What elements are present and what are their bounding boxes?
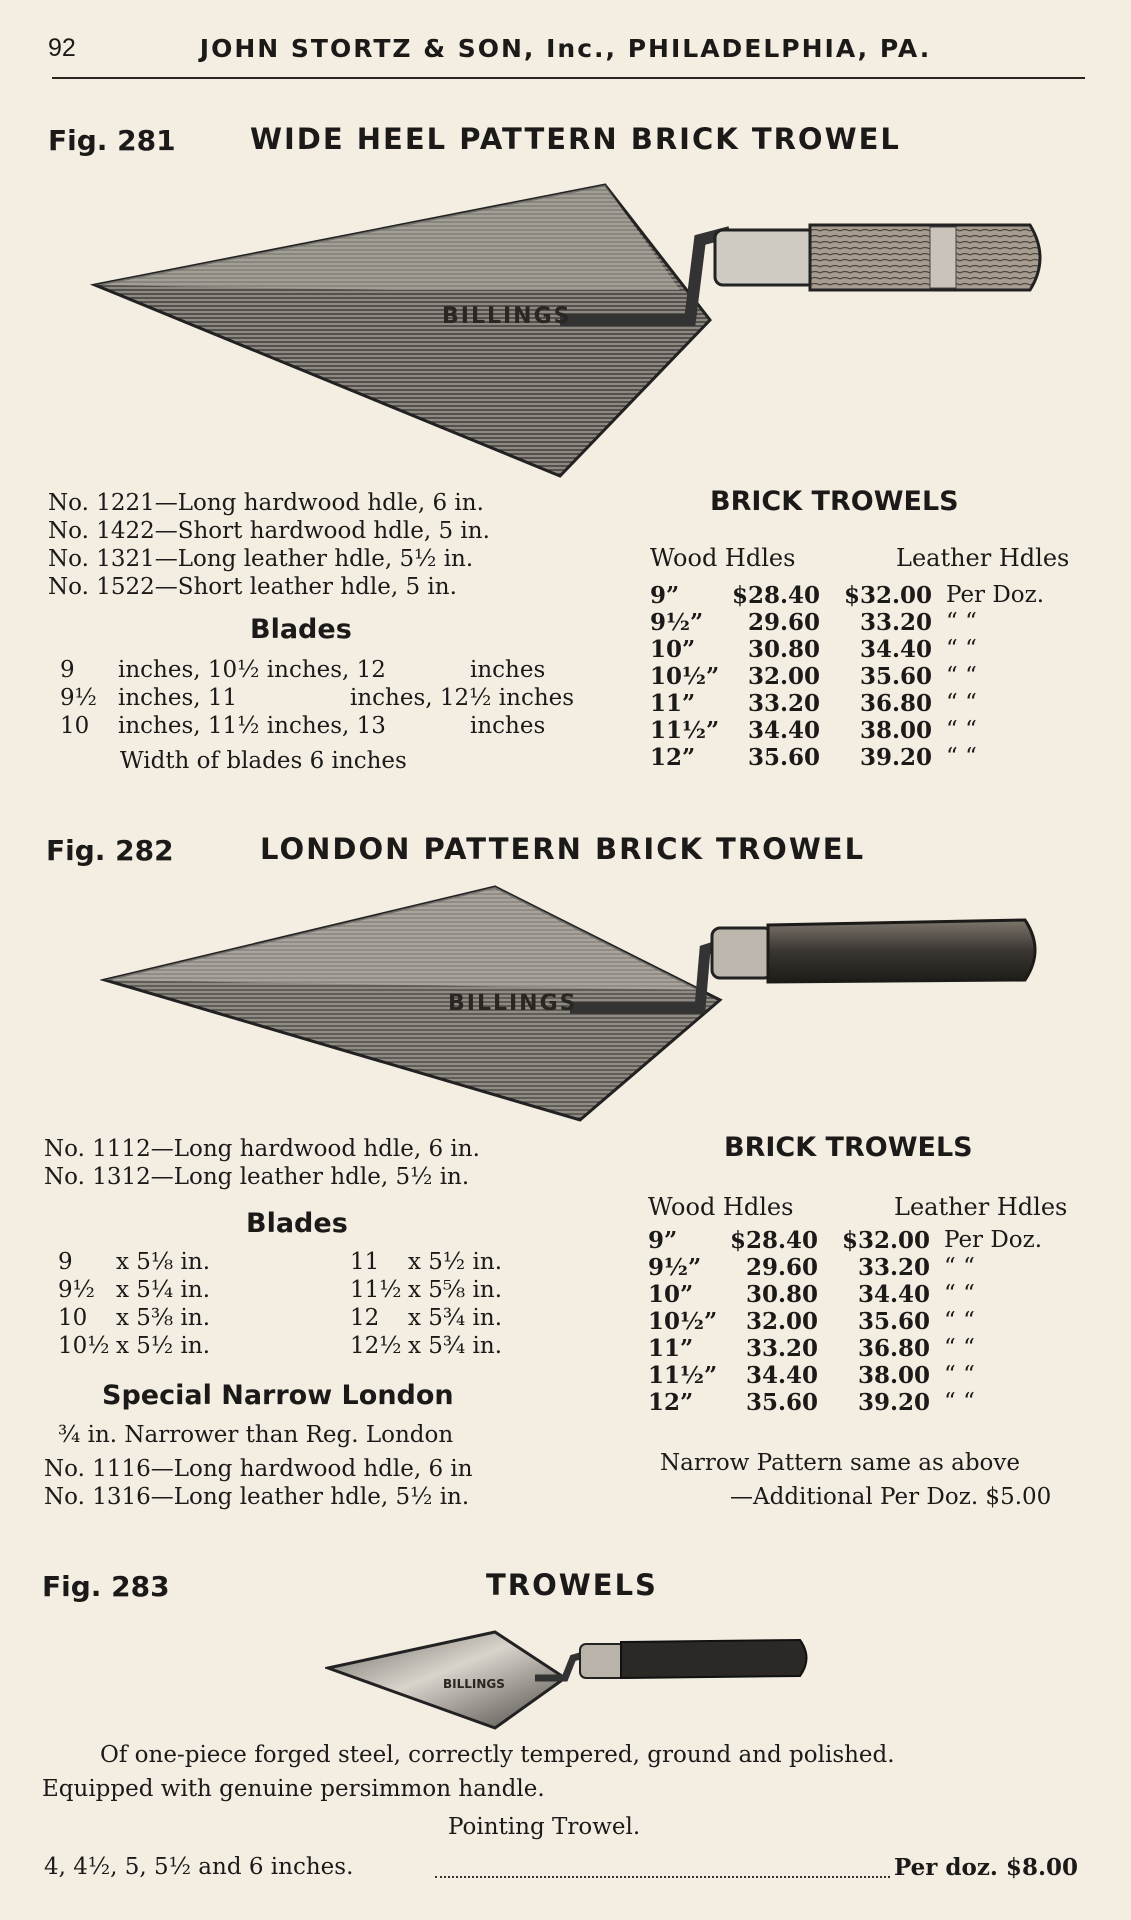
- wood-price: 30.80: [745, 1281, 818, 1308]
- wood-price: 33.20: [745, 1335, 818, 1362]
- unit-cell: “ “: [946, 744, 977, 770]
- size-cell: 10”: [650, 636, 696, 663]
- leather-price: 38.00: [857, 1362, 930, 1389]
- price-row: [650, 717, 1044, 744]
- fig-282-title: LONDON PATTERN BRICK TROWEL: [260, 832, 866, 866]
- size-cell: 9½”: [650, 609, 704, 636]
- leather-price: 36.80: [857, 1335, 930, 1362]
- wood-column-header: Wood Hdles: [648, 1193, 794, 1221]
- wide-heel-trowel-illustration: [90, 180, 1060, 480]
- size-cell: 10”: [648, 1281, 694, 1308]
- blade-size: x 5⅝ in.: [408, 1277, 502, 1303]
- blade-size: 12½: [350, 1333, 402, 1359]
- special-narrow-heading: Special Narrow London: [102, 1380, 454, 1411]
- blade-size: inches, 10½ inches, 12: [118, 657, 386, 683]
- price-row: [648, 1389, 1042, 1416]
- blade-row: [60, 656, 580, 684]
- page-number: 92: [48, 34, 76, 62]
- unit-cell: “ “: [944, 1308, 975, 1334]
- blade-row: [58, 1304, 578, 1332]
- size-cell: 11½”: [650, 717, 720, 744]
- model-line: No. 1112—Long hardwood hdle, 6 in.: [44, 1136, 480, 1162]
- unit-cell: Per Doz.: [944, 1227, 1043, 1253]
- blade-size: x 5¾ in.: [408, 1333, 502, 1359]
- unit-cell: “ “: [944, 1389, 975, 1415]
- size-cell: 11”: [648, 1335, 694, 1362]
- blade-size: 9½: [60, 685, 97, 711]
- leather-column-header: Leather Hdles: [894, 1193, 1068, 1221]
- unit-cell: “ “: [946, 609, 977, 635]
- model-line: No. 1522—Short leather hdle, 5 in.: [48, 574, 457, 600]
- blade-size: inches, 12½ inches: [350, 685, 575, 711]
- london-trowel-illustration: [100, 880, 1050, 1125]
- blade-size: inches, 11: [118, 685, 238, 711]
- blade-size: x 5¼ in.: [116, 1277, 210, 1303]
- price-row: [650, 744, 1044, 771]
- blade-size: 11½: [350, 1277, 402, 1303]
- price-row: [648, 1227, 1042, 1254]
- price-row: [648, 1281, 1042, 1308]
- special-line: ¾ in. Narrower than Reg. London: [58, 1422, 454, 1448]
- wood-price: 30.80: [747, 636, 820, 663]
- price-table: [648, 1227, 1042, 1416]
- narrow-note-price: —Additional Per Doz. $5.00: [730, 1484, 1052, 1510]
- blade-size: x 5¾ in.: [408, 1305, 502, 1331]
- unit-cell: “ “: [944, 1362, 975, 1388]
- dot-leader: [435, 1876, 890, 1878]
- size-cell: 9”: [648, 1227, 678, 1254]
- size-cell: 9½”: [648, 1254, 702, 1281]
- leather-price: 33.20: [859, 609, 932, 636]
- wood-price: 29.60: [747, 609, 820, 636]
- blade-row: [58, 1276, 578, 1304]
- wood-column-header: Wood Hdles: [650, 544, 796, 572]
- price-row: [650, 690, 1044, 717]
- brand-mark: BILLINGS: [442, 304, 572, 329]
- model-line: No. 1312—Long leather hdle, 5½ in.: [44, 1164, 470, 1190]
- blade-size: 9: [58, 1249, 73, 1275]
- leather-price: 39.20: [859, 744, 932, 771]
- size-cell: 11”: [650, 690, 696, 717]
- wood-price: 32.00: [745, 1308, 818, 1335]
- size-cell: 12”: [648, 1389, 694, 1416]
- fig-283-title: TROWELS: [486, 1568, 658, 1602]
- price-row: [648, 1362, 1042, 1389]
- brand-mark: BILLINGS: [448, 991, 578, 1016]
- size-cell: 12”: [650, 744, 696, 771]
- leather-price: 35.60: [857, 1308, 930, 1335]
- blade-size: x 5½ in.: [116, 1333, 210, 1359]
- blade-sizes: [58, 1248, 578, 1360]
- fig-283-label: Fig. 283: [42, 1570, 170, 1603]
- wood-price: $28.40: [729, 1227, 818, 1254]
- size-cell: 9”: [650, 582, 680, 609]
- blade-row: [58, 1248, 578, 1276]
- leather-price: 39.20: [857, 1389, 930, 1416]
- price-table: [650, 582, 1044, 771]
- unit-cell: “ “: [944, 1281, 975, 1307]
- blade-sizes: [60, 656, 580, 740]
- leather-price: $32.00: [843, 582, 932, 609]
- wood-price: 35.60: [747, 744, 820, 771]
- pointing-trowel-subtitle: Pointing Trowel.: [448, 1814, 641, 1840]
- trowel-sizes: 4, 4½, 5, 5½ and 6 inches.: [44, 1854, 354, 1880]
- blade-width-note: Width of blades 6 inches: [120, 748, 407, 774]
- unit-cell: “ “: [946, 636, 977, 662]
- blade-size: x 5⅜ in.: [116, 1305, 210, 1331]
- brand-mark: BILLINGS: [443, 1677, 505, 1691]
- trowel-price: Per doz. $8.00: [894, 1854, 1078, 1881]
- unit-cell: Per Doz.: [946, 582, 1045, 608]
- blades-heading: Blades: [246, 1208, 348, 1239]
- price-row: [650, 636, 1044, 663]
- price-row: [648, 1308, 1042, 1335]
- leather-price: 36.80: [859, 690, 932, 717]
- blade-size: x 5½ in.: [408, 1249, 502, 1275]
- leather-price: $32.00: [841, 1227, 930, 1254]
- fig-281-title: WIDE HEEL PATTERN BRICK TROWEL: [250, 122, 901, 156]
- price-heading: BRICK TROWELS: [724, 1132, 973, 1163]
- leather-price: 34.40: [859, 636, 932, 663]
- wood-price: $28.40: [731, 582, 820, 609]
- blade-size: x 5⅛ in.: [116, 1249, 210, 1275]
- size-cell: 11½”: [648, 1362, 718, 1389]
- description-line: Of one-piece forged steel, correctly tempered, ground and polished.: [100, 1742, 895, 1768]
- fig-281-label: Fig. 281: [48, 124, 176, 157]
- unit-cell: “ “: [944, 1254, 975, 1280]
- model-line: No. 1316—Long leather hdle, 5½ in.: [44, 1484, 470, 1510]
- model-line: No. 1321—Long leather hdle, 5½ in.: [48, 546, 474, 572]
- unit-cell: “ “: [946, 717, 977, 743]
- page-header: JOHN STORTZ & SON, Inc., PHILADELPHIA, PA.: [199, 34, 932, 63]
- blades-heading: Blades: [250, 614, 352, 645]
- blade-row: [60, 684, 580, 712]
- size-cell: 10½”: [648, 1308, 718, 1335]
- blade-row: [58, 1332, 578, 1360]
- blade-size: 12: [350, 1305, 380, 1331]
- wood-price: 34.40: [745, 1362, 818, 1389]
- leather-column-header: Leather Hdles: [896, 544, 1070, 572]
- blade-size: inches: [470, 713, 546, 739]
- wood-price: 35.60: [745, 1389, 818, 1416]
- size-cell: 10½”: [650, 663, 720, 690]
- wood-price: 29.60: [745, 1254, 818, 1281]
- blade-size: 11: [350, 1249, 380, 1275]
- blade-size: inches, 11½ inches, 13: [118, 713, 386, 739]
- unit-cell: “ “: [944, 1335, 975, 1361]
- leather-price: 33.20: [857, 1254, 930, 1281]
- price-row: [648, 1335, 1042, 1362]
- narrow-note: Narrow Pattern same as above: [660, 1450, 1021, 1476]
- unit-cell: “ “: [946, 663, 977, 689]
- blade-size: inches: [470, 657, 546, 683]
- blade-row: [60, 712, 580, 740]
- blade-size: 10: [60, 713, 90, 739]
- leather-price: 38.00: [859, 717, 932, 744]
- blade-size: 10½: [58, 1333, 110, 1359]
- model-line: No. 1116—Long hardwood hdle, 6 in: [44, 1456, 473, 1482]
- wood-price: 33.20: [747, 690, 820, 717]
- unit-cell: “ “: [946, 690, 977, 716]
- wood-price: 34.40: [747, 717, 820, 744]
- blade-size: 9½: [58, 1277, 95, 1303]
- leather-price: 34.40: [857, 1281, 930, 1308]
- price-row: [650, 609, 1044, 636]
- blade-size: 10: [58, 1305, 88, 1331]
- model-line: No. 1422—Short hardwood hdle, 5 in.: [48, 518, 490, 544]
- price-row: [650, 663, 1044, 690]
- fig-282-label: Fig. 282: [46, 834, 174, 867]
- header-rule: [52, 77, 1085, 79]
- price-row: [648, 1254, 1042, 1281]
- wood-price: 32.00: [747, 663, 820, 690]
- description-line: Equipped with genuine persimmon handle.: [42, 1776, 545, 1802]
- price-heading: BRICK TROWELS: [710, 486, 959, 517]
- blade-size: 9: [60, 657, 75, 683]
- leather-price: 35.60: [859, 663, 932, 690]
- model-line: No. 1221—Long hardwood hdle, 6 in.: [48, 490, 484, 516]
- price-row: [650, 582, 1044, 609]
- pointing-trowel-illustration: [325, 1620, 815, 1740]
